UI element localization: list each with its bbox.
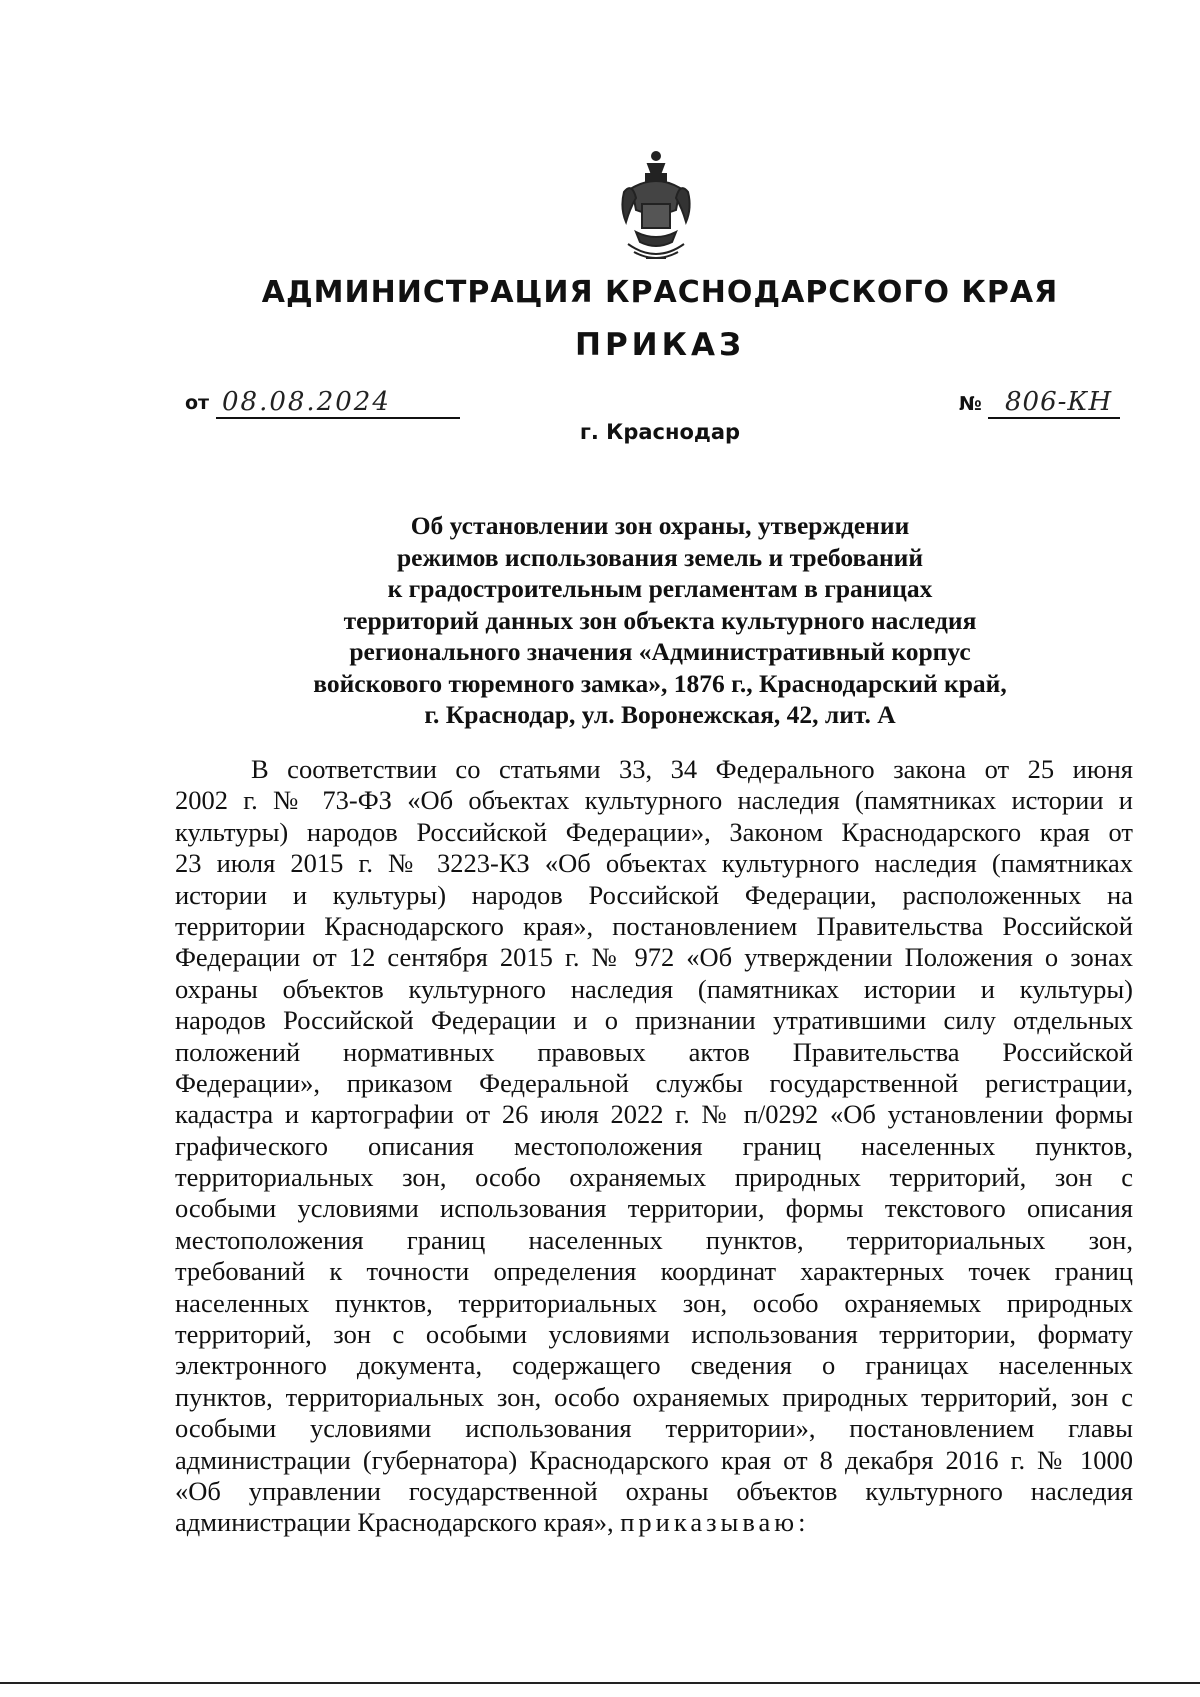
coat-of-arms-emblem	[618, 148, 694, 264]
document-type-title: ПРИКАЗ	[575, 327, 745, 363]
body-line: народов Российской Федерации и о признании утратившими силу отдельных	[175, 1005, 1133, 1036]
subject-line: территорий данных зон объекта культурного наследия	[343, 605, 977, 635]
body-line: истории и культуры) народов Российской Федерации, расположенных на	[175, 879, 1133, 910]
body-line: культуры) народов Российской Федерации», Законом Краснодарского края от	[175, 816, 1133, 847]
subject-line: г. Краснодар, ул. Воронежская, 42, лит. А	[424, 700, 896, 729]
body-last-line	[175, 1507, 1133, 1538]
body-line: территорий, зон с особыми условиями использования территории, формату	[175, 1319, 1133, 1350]
number-value-handwritten: 806-КН	[1005, 387, 1113, 417]
date-value-handwritten: 08.08.2024	[222, 387, 391, 417]
body-line: администрации (губернатора) Краснодарского края от 8 декабря 2016 г. № 1000	[175, 1444, 1133, 1475]
body-line: Федерации от 12 сентября 2015 г. № 972 «Об утверждении Положения о зонах	[175, 942, 1133, 973]
body-line: местоположения границ населенных пунктов, территориальных зон,	[175, 1224, 1133, 1255]
subject-line: Об установлении зон охраны, утверждении	[410, 511, 910, 540]
body-line: 23 июля 2015 г. № 3223-КЗ «Об объектах культурного наследия (памятниках	[175, 848, 1133, 879]
body-line: территории Краснодарского края», постановлением Правительства Российской	[175, 910, 1133, 941]
body-line: «Об управлении государственной охраны объектов культурного наследия	[175, 1475, 1133, 1506]
body-line: пунктов, территориальных зон, особо охраняемых природных территорий, зон с	[175, 1381, 1133, 1412]
body-line: особыми условиями использования территории, формы текстового описания	[175, 1193, 1133, 1224]
page-bottom-rule	[0, 1682, 1200, 1684]
body-line: территориальных зон, особо охраняемых природных территорий, зон с	[175, 1162, 1133, 1193]
organization-name: АДМИНИСТРАЦИЯ КРАСНОДАРСКОГО КРАЯ	[261, 275, 1059, 310]
body-line: кадастра и картографии от 26 июля 2022 г. № п/0292 «Об установлении формы	[175, 1099, 1133, 1130]
city-line: г. Краснодар	[579, 420, 741, 444]
order-verb: приказываю:	[620, 1507, 810, 1538]
body-line: требований к точности определения координат характерных точек границ	[175, 1256, 1133, 1287]
number-underline	[988, 417, 1120, 419]
date-underline	[216, 417, 460, 419]
subject-line: войскового тюремного замка», 1876 г., Краснодарский край,	[313, 668, 1007, 698]
number-label: №	[959, 393, 982, 415]
date-label: от	[185, 392, 210, 414]
body-line-prefix: администрации Краснодарского края»,	[175, 1507, 614, 1538]
body-line: В соответствии со статьями 33, 34 Федерального закона от 25 июня	[251, 754, 1133, 784]
body-line: графического описания местоположения границ населенных пунктов,	[175, 1130, 1133, 1161]
body-line: охраны объектов культурного наследия (памятниках истории и культуры)	[175, 973, 1133, 1004]
body-line: особыми условиями использования территории», постановлением главы	[175, 1413, 1133, 1444]
body-line: электронного документа, содержащего сведения о границах населенных	[175, 1350, 1133, 1381]
preamble-paragraph	[175, 754, 1133, 1539]
body-line: положений нормативных правовых актов Правительства Российской	[175, 1036, 1133, 1067]
document-subject	[250, 510, 1070, 731]
body-line: 2002 г. № 73-ФЗ «Об объектах культурного наследия (памятниках истории и	[175, 785, 1133, 816]
body-line: Федерации», приказом Федеральной службы государственной регистрации,	[175, 1067, 1133, 1098]
subject-line: к градостроительным регламентам в границах	[387, 574, 933, 603]
subject-line: регионального значения «Административный корпус	[349, 637, 971, 666]
subject-line: режимов использования земель и требований	[396, 542, 924, 572]
body-line: населенных пунктов, территориальных зон, особо охраняемых природных	[175, 1287, 1133, 1318]
